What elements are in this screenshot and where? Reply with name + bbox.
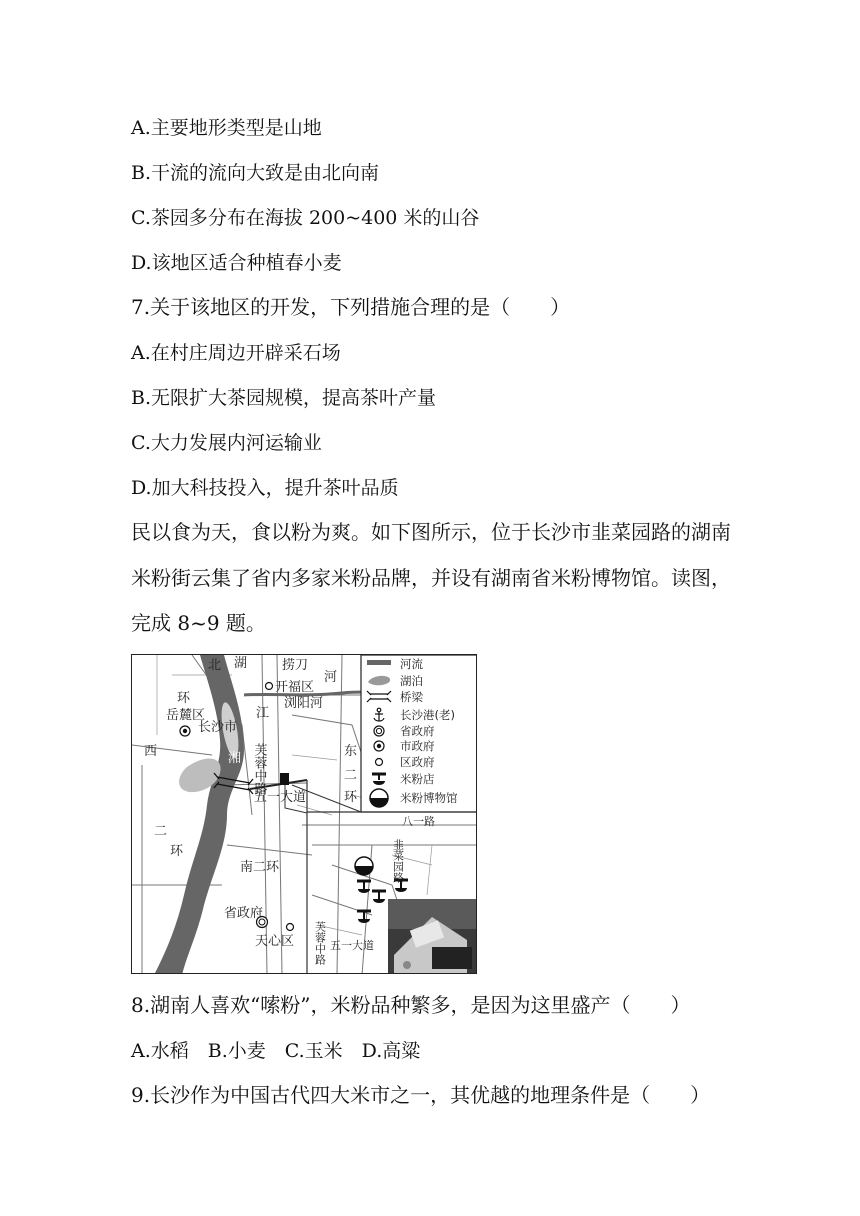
svg-text:河流: 河流 <box>400 657 423 671</box>
district-gov-icon <box>287 924 294 931</box>
q6-option-c: C.茶园多分布在海拔 200~400 米的山谷 <box>131 207 480 229</box>
label-er-left: 二 <box>154 824 168 839</box>
label-jiang-char: 江 <box>256 706 270 721</box>
svg-text:省政府: 省政府 <box>400 724 435 738</box>
q9-stem: 9.长沙作为中国古代四大米市之一，其优越的地理条件是（ ） <box>131 1083 711 1107</box>
label-he-char: 河 <box>324 670 338 685</box>
q7-stem: 7.关于该地区的开发，下列措施合理的是（ ） <box>131 295 571 319</box>
xiang-river <box>154 655 244 974</box>
changsha-map <box>131 654 477 974</box>
city-gov-icon <box>180 726 190 736</box>
label-tianxin: 天心区 <box>255 934 295 949</box>
label-west: 西 <box>144 744 158 759</box>
label-furong-small: 芙蓉中路 <box>313 921 327 965</box>
label-furong-road: 芙蓉中路 <box>251 743 267 795</box>
label-changsha: 长沙市 <box>198 720 238 735</box>
label-south-ring: 南二环 <box>240 860 280 875</box>
label-huan-right: 环 <box>344 790 358 805</box>
label-yuelu: 岳麓区 <box>166 708 206 723</box>
museum-icon <box>355 857 373 875</box>
museum-photo <box>388 899 477 974</box>
legend-museum <box>370 789 458 807</box>
map-svg <box>132 655 477 974</box>
legend-anchor-label: 长沙港(老) <box>400 708 455 722</box>
label-wuyi: 五一大道 <box>254 790 307 805</box>
svg-text:湖泊: 湖泊 <box>400 674 423 688</box>
label-jiucai: 韭菜园路 <box>391 839 405 883</box>
district-gov-icon <box>266 683 273 690</box>
intro-line-1: 民以食为天，食以粉为爽。如下图所示，位于长沙市韭菜园路的湖南 <box>131 520 731 544</box>
location-marker <box>280 773 289 785</box>
svg-text:区政府: 区政府 <box>400 755 435 769</box>
label-bayi: 八一路 <box>402 815 435 828</box>
label-wuyi-small: 五一大道 <box>330 939 374 952</box>
q7-option-a: A.在村庄周边开辟采石场 <box>131 342 341 364</box>
label-kaifu: 开福区 <box>275 680 315 695</box>
q7-option-d: D.加大科技投入，提升茶叶品质 <box>131 477 399 499</box>
q6-option-b: B.干流的流向大致是由北向南 <box>131 162 380 184</box>
label-lake-char: 湖 <box>234 656 248 671</box>
svg-text:市政府: 市政府 <box>400 739 435 753</box>
q6-option-d: D.该地区适合种植春小麦 <box>131 252 342 274</box>
legend-bridge-label: 桥梁 <box>400 690 423 704</box>
q8-options: A.水稻 B.小麦 C.玉米 D.高粱 <box>131 1040 421 1062</box>
label-north-ring: 北 <box>208 658 222 673</box>
label-laodao: 捞刀 <box>282 658 309 673</box>
q7-option-c: C.大力发展内河运输业 <box>131 432 322 454</box>
q6-option-a: A.主要地形类型是山地 <box>131 117 322 139</box>
intro-line-3: 完成 8~9 题。 <box>131 611 266 635</box>
label-sheng-gov: 省政府 <box>224 906 264 921</box>
label-xiang-char: 湘 <box>228 751 242 766</box>
svg-text:米粉店: 米粉店 <box>400 772 435 786</box>
svg-text:米粉博物馆: 米粉博物馆 <box>400 791 458 805</box>
label-er-right: 二 <box>344 768 358 783</box>
q7-option-b: B.无限扩大茶园规模，提高茶叶产量 <box>131 387 437 409</box>
label-huan-left: 环 <box>170 844 184 859</box>
noodle-shop-icon <box>372 891 386 903</box>
noodle-shop-icon <box>357 911 371 923</box>
intro-line-2: 米粉街云集了省内多家米粉品牌，并设有湖南省米粉博物馆。读图， <box>131 566 731 590</box>
label-ring-left: 环 <box>177 691 191 706</box>
label-east: 东 <box>344 744 358 759</box>
label-liuyang: 浏阳河 <box>284 696 324 711</box>
q8-stem: 8.湖南人喜欢“嗦粉”，米粉品种繁多，是因为这里盛产（ ） <box>131 993 691 1017</box>
